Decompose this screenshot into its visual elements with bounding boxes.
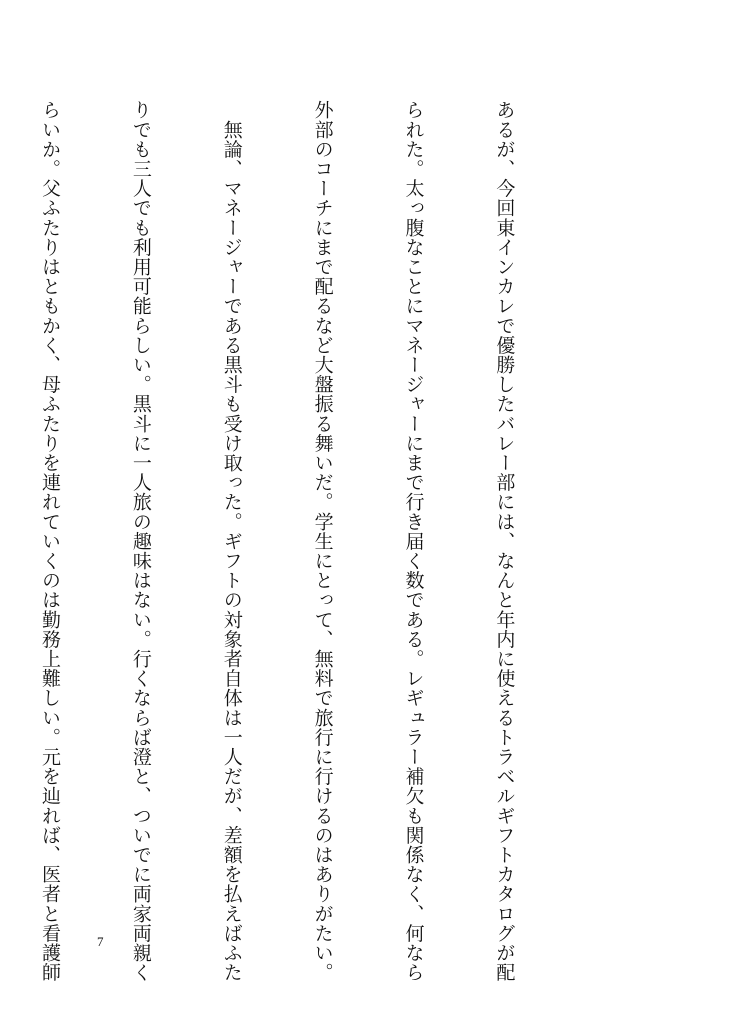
text-line-3: 外部のコーチにまで配るなど大盤振る舞いだ。学生にとって、無料で旅行に行けるのはありがたい。 bbox=[311, 100, 334, 982]
text-line-6: らいか。父ふたりはともかく、母ふたりを連れていくのは勤務上難しい。元を辿れば、医者と看護師 bbox=[38, 100, 61, 982]
page-number: 7 bbox=[97, 934, 104, 949]
text-line-4: 無論、マネージャーである黒斗も受け取った。ギフトの対象者自体は一人だが、差額を払えばふた bbox=[220, 100, 243, 982]
text-line-2: られた。太っ腹なことにマネージャーにまで行き届く数である。レギュラー補欠も関係なく、何なら bbox=[402, 100, 425, 982]
vertical-body-text bbox=[0, 100, 580, 982]
text-line-5: りでも三人でも利用可能らしい。黒斗に一人旅の趣味はない。行くならば澄と、ついでに両家両親く bbox=[129, 100, 152, 982]
text-line-1: あるが、今回東インカレで優勝したバレー部には、なんと年内に使えるトラベルギフトカタログが配 bbox=[493, 100, 516, 982]
